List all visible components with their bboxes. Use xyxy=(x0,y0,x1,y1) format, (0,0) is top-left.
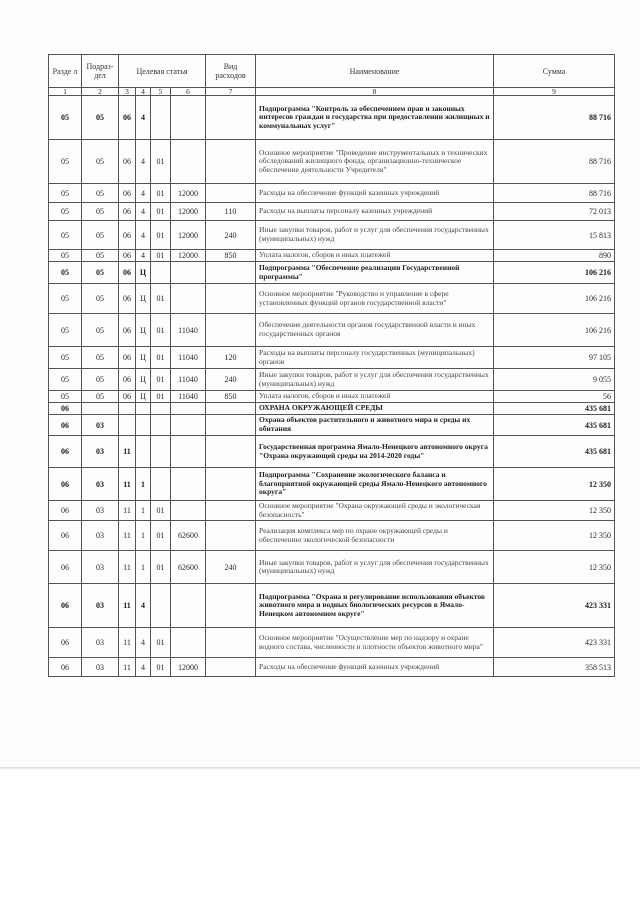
cell-cs-direction xyxy=(171,436,206,468)
cell-vid-rashodov: 240 xyxy=(206,221,256,250)
cell-podrazdel: 03 xyxy=(82,584,119,628)
header-naimenovanie: Наименование xyxy=(256,55,494,88)
cell-podrazdel: 05 xyxy=(82,369,119,391)
cell-cs-subprogram: 1 xyxy=(136,521,151,551)
cell-podrazdel: 05 xyxy=(82,284,119,314)
header-podrazdel: Подраз- дел xyxy=(82,55,119,88)
cell-cs-event: 01 xyxy=(151,391,171,403)
cell-podrazdel: 03 xyxy=(82,628,119,658)
table-row xyxy=(49,521,615,551)
cell-cs-event: 01 xyxy=(151,521,171,551)
cell-razdel: 05 xyxy=(49,391,82,403)
column-number: 6 xyxy=(171,88,206,96)
cell-cs-subprogram: 1 xyxy=(136,551,151,584)
cell-cs-direction: 12000 xyxy=(171,250,206,262)
cell-summa: 12 350 xyxy=(494,501,615,521)
cell-summa: 890 xyxy=(494,250,615,262)
cell-naimenovanie: Иные закупки товаров, работ и услуг для обеспечения государственных (муниципальных) нужд xyxy=(256,221,494,250)
cell-cs-program: 11 xyxy=(119,468,136,501)
cell-cs-program: 06 xyxy=(119,347,136,369)
table-row xyxy=(49,551,615,584)
cell-cs-subprogram: 1 xyxy=(136,468,151,501)
cell-cs-program xyxy=(119,403,136,415)
cell-cs-subprogram: 4 xyxy=(136,184,151,203)
cell-cs-direction xyxy=(171,140,206,184)
cell-cs-direction xyxy=(171,584,206,628)
cell-cs-direction: 11040 xyxy=(171,314,206,347)
cell-cs-subprogram: Ц xyxy=(136,314,151,347)
column-number: 7 xyxy=(206,88,256,96)
cell-vid-rashodov: 240 xyxy=(206,369,256,391)
table-row xyxy=(49,501,615,521)
cell-naimenovanie: Обеспечение деятельности органов государственной власти и иных государственных органов xyxy=(256,314,494,347)
cell-cs-program: 11 xyxy=(119,551,136,584)
cell-cs-program: 11 xyxy=(119,501,136,521)
cell-cs-direction: 11040 xyxy=(171,391,206,403)
cell-cs-program: 06 xyxy=(119,314,136,347)
cell-cs-subprogram: 4 xyxy=(136,584,151,628)
cell-vid-rashodov xyxy=(206,140,256,184)
cell-razdel: 06 xyxy=(49,658,82,677)
cell-podrazdel: 05 xyxy=(82,250,119,262)
cell-cs-program: 11 xyxy=(119,521,136,551)
cell-summa: 435 681 xyxy=(494,403,615,415)
cell-cs-direction: 12000 xyxy=(171,203,206,221)
cell-cs-event: 01 xyxy=(151,284,171,314)
cell-cs-event xyxy=(151,96,171,140)
table-row xyxy=(49,658,615,677)
column-number: 9 xyxy=(494,88,615,96)
cell-cs-subprogram: Ц xyxy=(136,347,151,369)
cell-razdel: 06 xyxy=(49,468,82,501)
cell-vid-rashodov: 110 xyxy=(206,203,256,221)
cell-summa: 12 350 xyxy=(494,551,615,584)
cell-razdel: 05 xyxy=(49,369,82,391)
cell-cs-program: 11 xyxy=(119,658,136,677)
cell-cs-program: 06 xyxy=(119,262,136,284)
cell-cs-event: 01 xyxy=(151,369,171,391)
cell-cs-event xyxy=(151,403,171,415)
cell-cs-subprogram: 4 xyxy=(136,140,151,184)
cell-cs-direction xyxy=(171,628,206,658)
cell-summa: 423 331 xyxy=(494,628,615,658)
cell-podrazdel: 05 xyxy=(82,140,119,184)
cell-cs-program: 11 xyxy=(119,628,136,658)
cell-podrazdel: 03 xyxy=(82,468,119,501)
cell-razdel: 06 xyxy=(49,436,82,468)
cell-vid-rashodov xyxy=(206,96,256,140)
cell-razdel: 05 xyxy=(49,140,82,184)
cell-vid-rashodov xyxy=(206,584,256,628)
cell-cs-subprogram: 4 xyxy=(136,203,151,221)
cell-vid-rashodov xyxy=(206,501,256,521)
cell-naimenovanie: Расходы на выплаты персоналу государственных (муниципальных) органов xyxy=(256,347,494,369)
header-razdel: Разде л xyxy=(49,55,82,88)
cell-cs-program: 06 xyxy=(119,369,136,391)
cell-vid-rashodov xyxy=(206,628,256,658)
cell-naimenovanie: Подпрограмма "Сохранение экологического баланса и благоприятной окружающей среды Ямало-Ненецкого автономного округа" xyxy=(256,468,494,501)
cell-cs-direction xyxy=(171,262,206,284)
cell-podrazdel: 03 xyxy=(82,521,119,551)
cell-naimenovanie: Государственная программа Ямало-Ненецкого автономного округа "Охрана окружающей среды на 2014-2020 годы" xyxy=(256,436,494,468)
table-row xyxy=(49,140,615,184)
cell-cs-subprogram: 4 xyxy=(136,658,151,677)
table-row xyxy=(49,436,615,468)
table-row xyxy=(49,314,615,347)
cell-cs-program: 11 xyxy=(119,436,136,468)
cell-naimenovanie: Расходы на обеспечение функций казенных учреждений xyxy=(256,184,494,203)
cell-vid-rashodov xyxy=(206,284,256,314)
cell-summa: 106 216 xyxy=(494,284,615,314)
cell-cs-subprogram: Ц xyxy=(136,262,151,284)
cell-summa: 88 716 xyxy=(494,96,615,140)
cell-summa: 435 681 xyxy=(494,436,615,468)
cell-razdel: 06 xyxy=(49,584,82,628)
cell-cs-direction xyxy=(171,403,206,415)
cell-razdel: 05 xyxy=(49,262,82,284)
cell-cs-subprogram: 1 xyxy=(136,501,151,521)
cell-podrazdel: 03 xyxy=(82,551,119,584)
cell-podrazdel: 05 xyxy=(82,314,119,347)
cell-podrazdel: 03 xyxy=(82,501,119,521)
table-row xyxy=(49,203,615,221)
cell-cs-direction: 12000 xyxy=(171,658,206,677)
cell-naimenovanie: Уплата налогов, сборов и иных платежей xyxy=(256,250,494,262)
cell-cs-direction: 12000 xyxy=(171,184,206,203)
cell-cs-subprogram: 4 xyxy=(136,628,151,658)
cell-cs-event: 01 xyxy=(151,628,171,658)
cell-razdel: 06 xyxy=(49,521,82,551)
header-vid-rashodov: Вид расходов xyxy=(206,55,256,88)
cell-vid-rashodov: 240 xyxy=(206,551,256,584)
cell-cs-program: 06 xyxy=(119,203,136,221)
cell-summa: 15 813 xyxy=(494,221,615,250)
cell-podrazdel: 03 xyxy=(82,436,119,468)
cell-cs-direction xyxy=(171,415,206,436)
cell-vid-rashodov xyxy=(206,262,256,284)
cell-razdel: 05 xyxy=(49,203,82,221)
cell-vid-rashodov xyxy=(206,314,256,347)
cell-summa: 12 350 xyxy=(494,468,615,501)
cell-cs-event: 01 xyxy=(151,347,171,369)
cell-naimenovanie: ОХРАНА ОКРУЖАЮЩЕЙ СРЕДЫ xyxy=(256,403,494,415)
cell-naimenovanie: Подпрограмма "Контроль за обеспечением прав и законных интересов граждан и государства при предоставлении жилищных и коммунальных услуг" xyxy=(256,96,494,140)
cell-razdel: 05 xyxy=(49,284,82,314)
cell-cs-event xyxy=(151,584,171,628)
cell-cs-program: 06 xyxy=(119,184,136,203)
cell-summa: 56 xyxy=(494,391,615,403)
cell-vid-rashodov: 120 xyxy=(206,347,256,369)
cell-cs-subprogram: Ц xyxy=(136,391,151,403)
header-summa: Сумма xyxy=(494,55,615,88)
cell-cs-direction: 62600 xyxy=(171,521,206,551)
cell-cs-subprogram: 4 xyxy=(136,250,151,262)
cell-podrazdel: 03 xyxy=(82,658,119,677)
cell-cs-event: 01 xyxy=(151,501,171,521)
cell-cs-subprogram: Ц xyxy=(136,284,151,314)
cell-naimenovanie: Расходы на обеспечение функций казенных учреждений xyxy=(256,658,494,677)
table-row xyxy=(49,403,615,415)
cell-podrazdel: 05 xyxy=(82,391,119,403)
cell-cs-event: 01 xyxy=(151,184,171,203)
cell-vid-rashodov xyxy=(206,415,256,436)
table-row xyxy=(49,369,615,391)
cell-cs-event xyxy=(151,415,171,436)
cell-naimenovanie: Иные закупки товаров, работ и услуг для обеспечения государственных (муниципальных) нужд xyxy=(256,551,494,584)
cell-cs-direction: 62600 xyxy=(171,551,206,584)
cell-naimenovanie: Основное мероприятие "Руководство и управление в сфере установленных функций органов государственной власти" xyxy=(256,284,494,314)
table-row xyxy=(49,221,615,250)
cell-razdel: 06 xyxy=(49,501,82,521)
cell-podrazdel: 05 xyxy=(82,184,119,203)
cell-summa: 88 716 xyxy=(494,184,615,203)
cell-naimenovanie: Иные закупки товаров, работ и услуг для обеспечения государственных (муниципальных) нужд xyxy=(256,369,494,391)
cell-cs-event: 01 xyxy=(151,250,171,262)
cell-cs-direction: 11040 xyxy=(171,347,206,369)
cell-razdel: 05 xyxy=(49,96,82,140)
cell-podrazdel xyxy=(82,403,119,415)
cell-razdel: 06 xyxy=(49,628,82,658)
cell-naimenovanie: Подпрограмма "Охрана и регулирование использования объектов животного мира и водных биологических ресурсов в Ямало-Ненецком автономном округе" xyxy=(256,584,494,628)
cell-cs-event xyxy=(151,262,171,284)
cell-razdel: 06 xyxy=(49,415,82,436)
cell-podrazdel: 05 xyxy=(82,221,119,250)
cell-cs-event xyxy=(151,436,171,468)
cell-vid-rashodov xyxy=(206,468,256,501)
table-row xyxy=(49,347,615,369)
cell-cs-event: 01 xyxy=(151,314,171,347)
cell-vid-rashodov: 850 xyxy=(206,250,256,262)
cell-podrazdel: 05 xyxy=(82,96,119,140)
cell-cs-direction xyxy=(171,96,206,140)
cell-naimenovanie: Охрана объектов растительного и животного мира и среды их обитания xyxy=(256,415,494,436)
budget-table xyxy=(48,54,615,677)
column-number: 1 xyxy=(49,88,82,96)
cell-cs-direction xyxy=(171,468,206,501)
cell-razdel: 06 xyxy=(49,403,82,415)
cell-cs-event: 01 xyxy=(151,221,171,250)
cell-cs-direction xyxy=(171,284,206,314)
cell-vid-rashodov xyxy=(206,403,256,415)
cell-cs-program: 06 xyxy=(119,284,136,314)
cell-summa: 88 716 xyxy=(494,140,615,184)
cell-cs-event: 01 xyxy=(151,140,171,184)
cell-cs-direction xyxy=(171,501,206,521)
cell-naimenovanie: Основное мероприятие "Проведение инструментальных и технических обследований жилищного фонда, организационно-техническое обеспечение деятельности Учредителя" xyxy=(256,140,494,184)
cell-cs-program: 06 xyxy=(119,391,136,403)
cell-razdel: 05 xyxy=(49,221,82,250)
cell-summa: 72 013 xyxy=(494,203,615,221)
header-row xyxy=(49,55,615,88)
cell-cs-program: 11 xyxy=(119,584,136,628)
cell-cs-subprogram xyxy=(136,415,151,436)
cell-summa: 9 055 xyxy=(494,369,615,391)
column-number: 5 xyxy=(151,88,171,96)
cell-cs-program: 06 xyxy=(119,250,136,262)
cell-naimenovanie: Реализация комплекса мер по охране окружающей среды и обеспечению экологической безопасности xyxy=(256,521,494,551)
cell-cs-subprogram: 4 xyxy=(136,221,151,250)
header-celevaya-statya: Целевая статья xyxy=(119,55,206,88)
cell-vid-rashodov xyxy=(206,184,256,203)
cell-summa: 358 513 xyxy=(494,658,615,677)
cell-razdel: 05 xyxy=(49,250,82,262)
table-row xyxy=(49,584,615,628)
cell-podrazdel: 03 xyxy=(82,415,119,436)
cell-naimenovanie: Подпрограмма "Обеспечение реализации Государственной программы" xyxy=(256,262,494,284)
cell-summa: 106 216 xyxy=(494,314,615,347)
cell-cs-program: 06 xyxy=(119,221,136,250)
cell-razdel: 05 xyxy=(49,184,82,203)
cell-cs-event xyxy=(151,468,171,501)
table-row xyxy=(49,184,615,203)
cell-cs-direction: 11040 xyxy=(171,369,206,391)
cell-cs-program: 06 xyxy=(119,96,136,140)
cell-podrazdel: 05 xyxy=(82,203,119,221)
table-row xyxy=(49,284,615,314)
column-number: 8 xyxy=(256,88,494,96)
table-row xyxy=(49,262,615,284)
cell-vid-rashodov xyxy=(206,436,256,468)
cell-naimenovanie: Основное мероприятие "Осуществление мер по надзору и охране водного состава, численности и плотности объектов животного мира" xyxy=(256,628,494,658)
cell-cs-direction: 12000 xyxy=(171,221,206,250)
cell-summa: 423 331 xyxy=(494,584,615,628)
table-row xyxy=(49,391,615,403)
cell-summa: 106 216 xyxy=(494,262,615,284)
table-row xyxy=(49,250,615,262)
table-row xyxy=(49,96,615,140)
cell-vid-rashodov xyxy=(206,658,256,677)
column-number-row xyxy=(49,88,615,96)
cell-naimenovanie: Основное мероприятие "Охрана окружающей среды и экологическая безопасность" xyxy=(256,501,494,521)
cell-podrazdel: 05 xyxy=(82,347,119,369)
cell-razdel: 05 xyxy=(49,347,82,369)
cell-cs-subprogram: Ц xyxy=(136,369,151,391)
cell-cs-program: 06 xyxy=(119,140,136,184)
column-number: 4 xyxy=(136,88,151,96)
cell-razdel: 06 xyxy=(49,551,82,584)
cell-vid-rashodov: 850 xyxy=(206,391,256,403)
cell-razdel: 05 xyxy=(49,314,82,347)
table-row xyxy=(49,468,615,501)
cell-vid-rashodov xyxy=(206,521,256,551)
cell-cs-subprogram: 4 xyxy=(136,96,151,140)
column-number: 3 xyxy=(119,88,136,96)
table-row xyxy=(49,415,615,436)
cell-cs-subprogram xyxy=(136,403,151,415)
cell-cs-event: 01 xyxy=(151,203,171,221)
cell-cs-event: 01 xyxy=(151,658,171,677)
cell-cs-event: 01 xyxy=(151,551,171,584)
cell-podrazdel: 05 xyxy=(82,262,119,284)
table-row xyxy=(49,628,615,658)
cell-summa: 435 681 xyxy=(494,415,615,436)
cell-naimenovanie: Уплата налогов, сборов и иных платежей xyxy=(256,391,494,403)
cell-naimenovanie: Расходы на выплаты персоналу казенных учреждений xyxy=(256,203,494,221)
cell-cs-program xyxy=(119,415,136,436)
cell-summa: 97 105 xyxy=(494,347,615,369)
column-number: 2 xyxy=(82,88,119,96)
cell-summa: 12 350 xyxy=(494,521,615,551)
cell-cs-subprogram xyxy=(136,436,151,468)
